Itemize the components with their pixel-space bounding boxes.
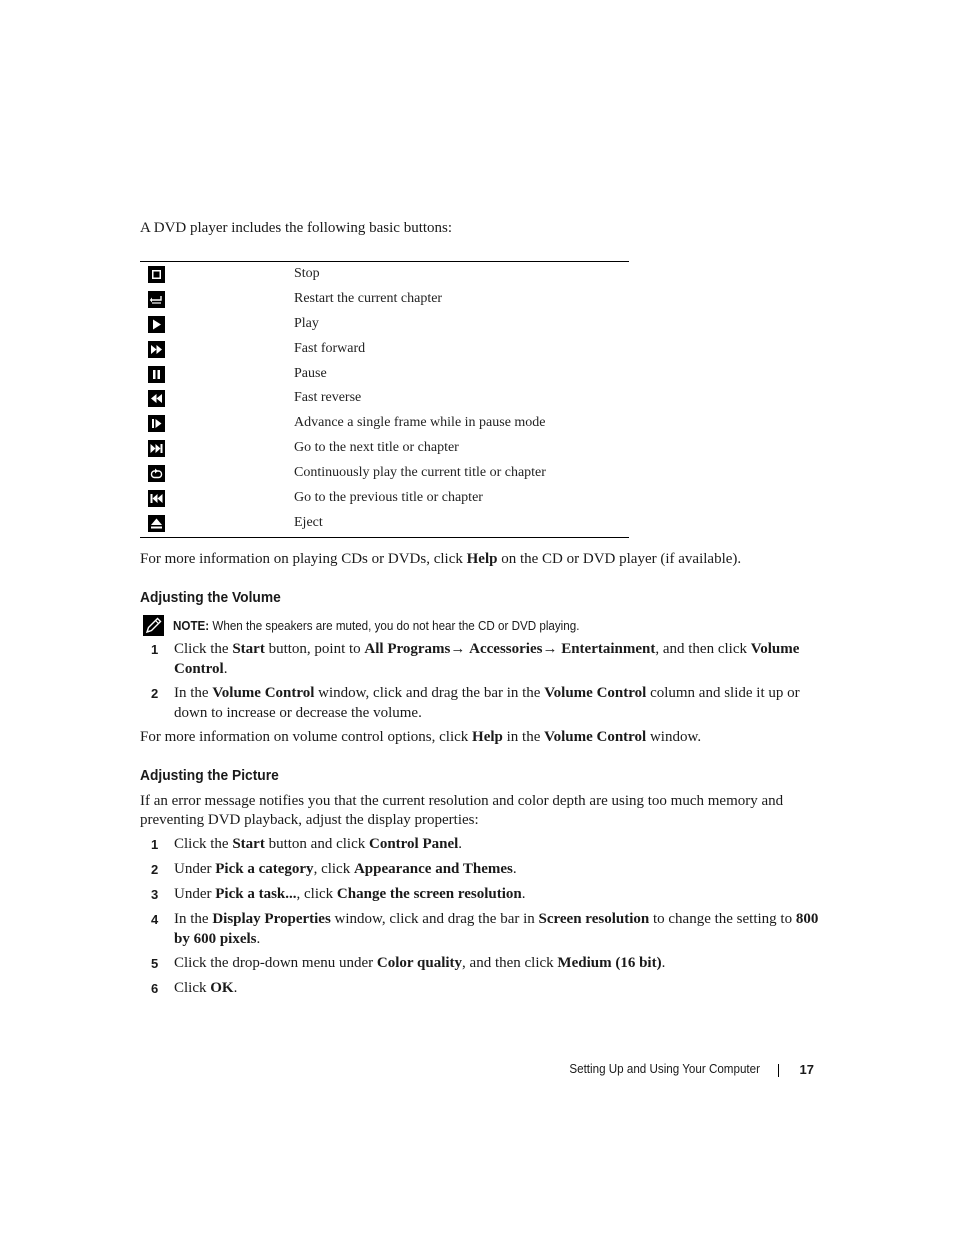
text: For more information on playing CDs or DVDs, click bbox=[140, 551, 467, 567]
dvd-buttons-table bbox=[140, 261, 629, 538]
step-number: 1 bbox=[151, 642, 159, 657]
step-text: Click the Start button and click Control Panel. bbox=[174, 836, 463, 852]
page-number: 17 bbox=[799, 1062, 814, 1077]
note-body: When the speakers are muted, you do not hear the CD or DVD playing. bbox=[209, 619, 580, 633]
section-heading-picture: Adjusting the Picture bbox=[140, 767, 279, 784]
table-row bbox=[140, 288, 629, 313]
button-description: Pause bbox=[294, 365, 327, 381]
button-description: Restart the current chapter bbox=[294, 290, 443, 306]
section-heading-volume: Adjusting the Volume bbox=[140, 589, 281, 606]
table-row bbox=[140, 338, 629, 363]
buttons-intro: A DVD player includes the following basic buttons: bbox=[140, 220, 453, 236]
step-text: In the Volume Control window, click and drag the bar in the Volume Control column and slide it up or down to increase or decrease the volume. bbox=[174, 685, 800, 721]
pencil-note-icon bbox=[143, 615, 164, 636]
stop-icon bbox=[148, 266, 165, 283]
step-number: 4 bbox=[151, 912, 159, 927]
repeat-icon bbox=[148, 465, 165, 482]
fast-reverse-icon bbox=[148, 390, 165, 407]
button-description: Fast reverse bbox=[294, 390, 362, 406]
step-text: Under Pick a category, click Appearance and Themes. bbox=[174, 861, 517, 877]
step-text: Under Pick a task..., click Change the screen resolution. bbox=[174, 886, 526, 902]
step-text: Click the Start button, point to All Programs→ Accessories→ Entertainment, and then click Volume Control. bbox=[174, 641, 800, 677]
button-description: Go to the next title or chapter bbox=[294, 440, 459, 456]
note-text bbox=[173, 618, 579, 634]
table-row bbox=[140, 512, 629, 537]
table-row bbox=[140, 437, 629, 462]
volume-help-paragraph: For more information on volume control options, click Help in the Volume Control window. bbox=[140, 729, 702, 745]
play-icon bbox=[148, 316, 165, 333]
step-text: In the Display Properties window, click and drag the bar in Screen resolution to change the setting to 800 by 600 pixels. bbox=[174, 911, 819, 947]
footer-chapter-title: Setting Up and Using Your Computer bbox=[569, 1062, 760, 1076]
page-footer bbox=[540, 1062, 814, 1080]
button-description: Continuously play the current title or chapter bbox=[294, 465, 546, 481]
step-number: 6 bbox=[151, 981, 159, 996]
step-number: 3 bbox=[151, 887, 159, 902]
note-box bbox=[143, 615, 823, 637]
table-row bbox=[140, 487, 629, 512]
text: on the CD or DVD player (if available). bbox=[497, 551, 742, 567]
button-description: Fast forward bbox=[294, 340, 366, 356]
pause-icon bbox=[148, 366, 165, 383]
help-term: Help bbox=[466, 551, 498, 567]
restart-chapter-icon bbox=[148, 291, 165, 308]
frame-advance-icon bbox=[148, 415, 165, 432]
table-row bbox=[140, 313, 629, 338]
step-number: 5 bbox=[151, 956, 159, 971]
next-chapter-icon bbox=[148, 440, 165, 457]
table-row bbox=[140, 387, 629, 412]
step-number: 2 bbox=[151, 862, 159, 877]
fast-forward-icon bbox=[148, 341, 165, 358]
button-description: Go to the previous title or chapter bbox=[294, 490, 483, 506]
step-text: Click OK. bbox=[174, 980, 238, 996]
eject-icon bbox=[148, 515, 165, 532]
cd-dvd-help-paragraph bbox=[140, 550, 814, 569]
button-description: Stop bbox=[294, 266, 320, 281]
button-description: Play bbox=[294, 315, 319, 331]
step-number: 1 bbox=[151, 837, 159, 852]
step-number: 2 bbox=[151, 686, 159, 701]
footer-divider bbox=[778, 1064, 779, 1077]
table-row bbox=[140, 462, 629, 487]
table-row bbox=[140, 363, 629, 388]
previous-chapter-icon bbox=[148, 490, 165, 507]
picture-intro-paragraph: If an error message notifies you that the current resolution and color depth are using too much memory and preventing DVD playback, adjust the display properties: bbox=[140, 793, 784, 828]
button-description: Eject bbox=[294, 514, 323, 530]
button-description: Advance a single frame while in pause mode bbox=[294, 415, 546, 431]
table-row bbox=[140, 263, 629, 288]
step-text: Click the drop-down menu under Color quality, and then click Medium (16 bit). bbox=[174, 955, 666, 971]
table-row bbox=[140, 412, 629, 437]
note-label: NOTE: bbox=[173, 619, 210, 633]
